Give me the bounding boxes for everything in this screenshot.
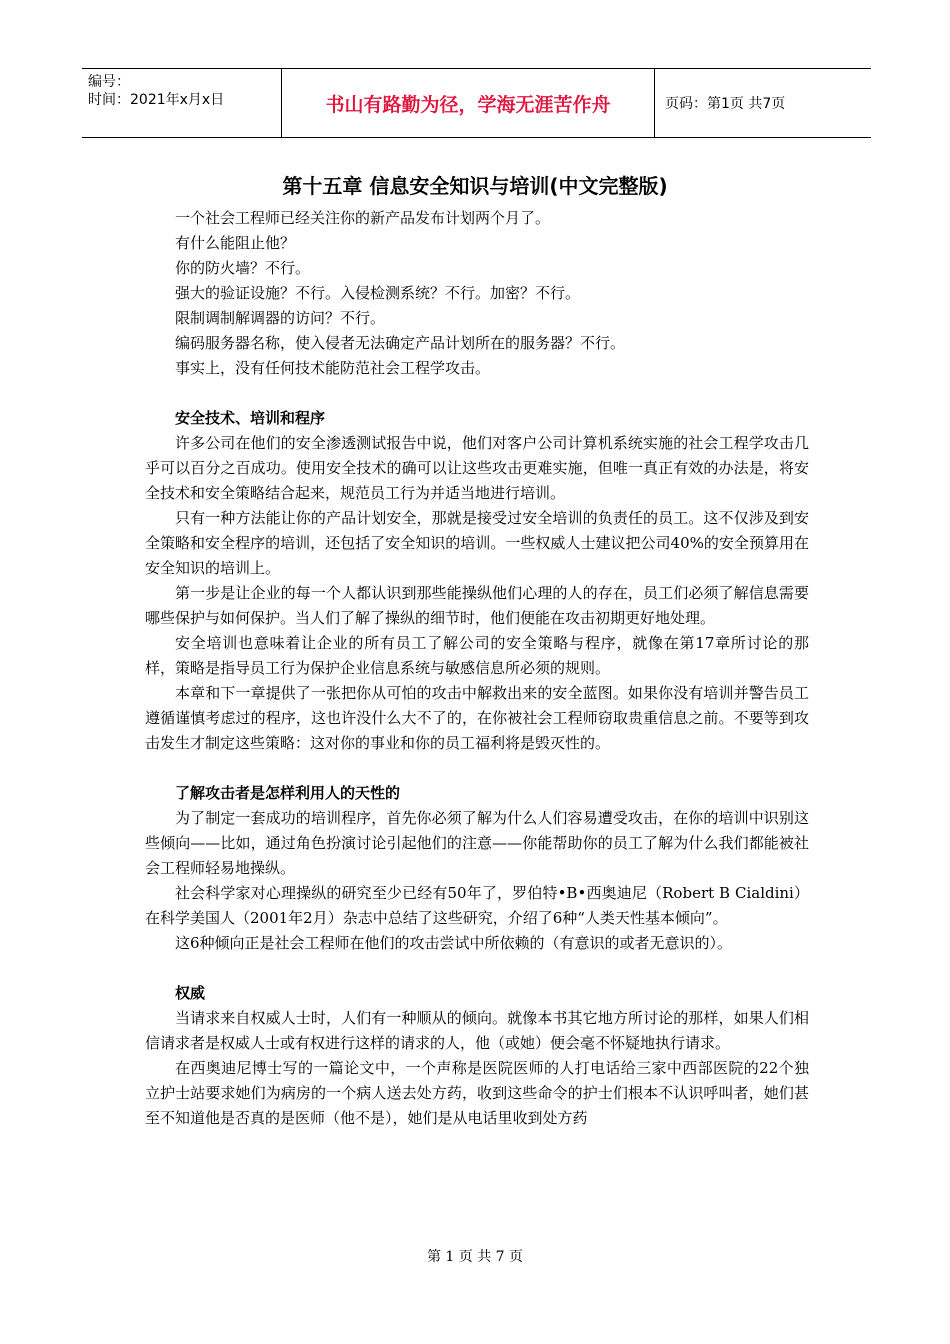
- paragraph: 第一步是让企业的每一个人都认识到那些能操纵他们心理的人的存在，员工们必须了解信息需要哪些保护与如何保护。当人们了解了操纵的细节时，他们便能在攻击初期更好地处理。: [145, 584, 809, 627]
- paragraph: 许多公司在他们的安全渗透测试报告中说，他们对客户公司计算机系统实施的社会工程学攻击几乎可以百分之百成功。使用安全技术的确可以让这些攻击更难实施，但唯一真正有效的办法是，将安全技术和安全策略结合起来，规范员工行为并适当地进行培训。: [145, 434, 809, 502]
- paragraph: 在西奥迪尼博士写的一篇论文中，一个声称是医院医师的人打电话给三家中西部医院的22个独立护士站要求她们为病房的一个病人送去处方药，收到这些命令的护士们根本不认识呼叫者，她们甚至不知道他是否真的是医师（他不是），她们是从电话里收到处方药: [145, 1059, 809, 1127]
- header-motto-cell: [281, 69, 655, 137]
- paragraph: 当请求来自权威人士时，人们有一种顺从的倾向。就像本书其它地方所讨论的那样，如果人们相信请求者是权威人士或有权进行这样的请求的人，他（或她）便会毫不怀疑地执行请求。: [145, 1009, 809, 1052]
- section-heading: 了解攻击者是怎样利用人的天性的: [175, 784, 401, 802]
- intro-block: [145, 206, 809, 381]
- page-footer: 第 1 页 共 7 页: [426, 1249, 524, 1265]
- paragraph: 这6种倾向正是社会工程师在他们的攻击尝试中所依赖的（有意识的或者无意识的）。: [175, 934, 733, 952]
- page-title: 第十五章 信息安全知识与培训(中文完整版): [282, 174, 668, 198]
- paragraph: 安全培训也意味着让企业的所有员工了解公司的安全策略与程序，就像在第17章所讨论的那样，策略是指导员工行为保护企业信息系统与敏感信息所必须的规则。: [145, 634, 809, 677]
- intro-line: 强大的验证设施？不行。入侵检测系统？不行。加密？不行。: [175, 284, 581, 302]
- paragraph: 只有一种方法能让你的产品计划安全，那就是接受过安全培训的负责任的员工。这不仅涉及到安全策略和安全程序的培训，还包括了安全知识的培训。一些权威人士建议把公司40%的安全预算用在安全知识的培训上。: [145, 509, 809, 577]
- time-label: 时间：2021年x月x日: [88, 92, 225, 108]
- number-label: 编号：: [88, 74, 130, 90]
- intro-line: 限制调制解调器的访问？不行。: [175, 309, 386, 327]
- header-table: [82, 68, 871, 138]
- page-info: 页码：第1页 共7页: [665, 96, 786, 112]
- intro-line: 有什么能阻止他？: [175, 234, 296, 252]
- paragraph: 社会科学家对心理操纵的研究至少已经有50年了，罗伯特•B•西奥迪尼（Robert B Cialdini）在科学美国人（2001年2月）杂志中总结了这些研究，介绍了6种“人类天性基本倾向”。: [145, 884, 809, 927]
- section-heading: 安全技术、培训和程序: [175, 409, 326, 427]
- intro-line: 事实上，没有任何技术能防范社会工程学攻击。: [175, 359, 491, 377]
- header-page-cell: [655, 69, 871, 137]
- section-heading: 权威: [175, 984, 206, 1002]
- document-body: [145, 206, 809, 1131]
- paragraph: 本章和下一章提供了一张把你从可怕的攻击中解救出来的安全蓝图。如果你没有培训并警告员工遵循谨慎考虑过的程序，这也许没什么大不了的，在你被社会工程师窃取贵重信息之前。不要等到攻击发生才制定这些策略：这对你的事业和你的员工福利将是毁灭性的。: [145, 684, 809, 752]
- motto: 书山有路勤为径，学海无涯苦作舟: [325, 93, 611, 116]
- header-meta: [82, 69, 281, 137]
- intro-line: 你的防火墙？不行。: [175, 259, 311, 277]
- intro-line: 编码服务器名称，使入侵者无法确定产品计划所在的服务器？不行。: [175, 334, 626, 352]
- intro-line: 一个社会工程师已经关注你的新产品发布计划两个月了。: [175, 209, 551, 227]
- paragraph: 为了制定一套成功的培训程序，首先你必须了解为什么人们容易遭受攻击，在你的培训中识别这些倾向——比如，通过角色扮演讨论引起他们的注意——你能帮助你的员工了解为什么我们都能被社会工程师轻易地操纵。: [145, 809, 809, 877]
